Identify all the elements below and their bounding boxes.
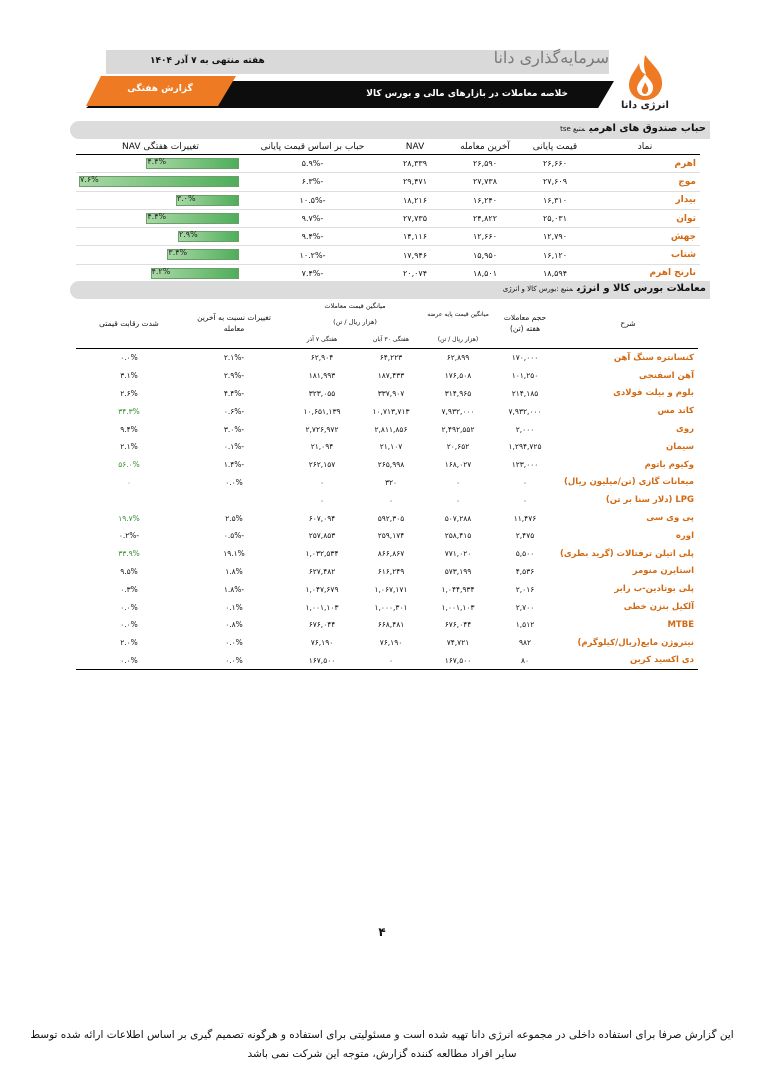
col-nav-change: تغییرات هفتگی NAV [76, 140, 245, 155]
commodity-competition [76, 491, 182, 509]
col-avg-unit: (هزار ریال / تن) [333, 317, 377, 326]
commodity-volume: ۱۷۰,۰۰۰ [511, 353, 539, 363]
fund-nav-change-cell [76, 246, 245, 264]
commodity-competition: ۰.۰% [120, 620, 138, 630]
commodity-row [76, 491, 698, 509]
commodity-row [76, 509, 698, 527]
commodity-volume: ۱۲۳,۰۰۰ [511, 460, 539, 470]
commodity-base-price: ۱۷۶,۵۰۸ [444, 371, 472, 381]
commodity-change: ۰.۰% [225, 477, 243, 487]
commodity-competition: ۱۹.۷% [118, 513, 140, 523]
commodity-row [76, 385, 698, 403]
fund-close: ۲۷,۶۰۹ [520, 173, 590, 191]
fund-close: ۲۵,۰۳۱ [520, 209, 590, 227]
fund-close: ۱۲,۷۹۰ [520, 228, 590, 246]
commodity-name: روی [676, 424, 694, 435]
commodity-table [76, 298, 698, 670]
commodity-avg-prev: ۶۴,۲۲۳ [379, 353, 403, 363]
fund-last: ۲۶,۵۹۰ [450, 155, 520, 173]
commodity-name: MTBE [667, 619, 694, 630]
commodity-volume: ۲,۰۱۶ [515, 584, 535, 594]
commodity-competition: ۰ [126, 477, 132, 487]
fund-last: ۲۴,۸۲۲ [450, 209, 520, 227]
fund-nav-change-cell [76, 173, 245, 191]
fund-symbol: توان [590, 209, 700, 227]
commodity-volume: ۲,۴۷۵ [515, 531, 535, 541]
commodity-row [76, 616, 698, 634]
commodity-change: ۰.۰% [182, 652, 286, 670]
fund-close: ۱۶,۳۱۰ [520, 191, 590, 209]
fund-nav-change-cell [76, 209, 245, 227]
fund-row [76, 228, 700, 246]
commodity-volume: ۷,۹۳۲,۰۰۰ [508, 406, 542, 416]
commodity-avg-prev: ۲,۸۱۱,۸۵۶ [374, 424, 408, 434]
commodity-volume: ۰ [522, 495, 528, 505]
fund-nav: ۱۴,۱۱۶ [380, 228, 450, 246]
fund-nav: ۱۷,۹۴۶ [380, 246, 450, 264]
disclaimer [24, 1026, 740, 1064]
commodity-avg-now: ۱۶۷,۵۰۰ [286, 652, 358, 670]
commodity-name: پی وی سی [646, 513, 694, 524]
logo-text: انرژی دانا [621, 100, 669, 111]
col-volume: حجم معاملات هفته (تن) [492, 298, 558, 349]
commodity-name: نیتروژن مایع(ریال/کیلوگرم) [577, 637, 694, 648]
commodity-volume: ۴,۵۳۶ [515, 566, 535, 576]
commodity-base-price: ۰ [455, 477, 461, 487]
nav-change-label: ۴.۴% [147, 211, 167, 221]
fund-section-title: حباب صندوق های اهرمیمنبع tse [560, 123, 706, 134]
fund-bubble: -۹.۴% [245, 228, 380, 246]
commodity-name: پلی اتیلن ترفتالات (گرید بطری) [559, 548, 694, 559]
disclaimer-line-2: سایر افراد مطالعه کننده گزارش، متوجه این شرکت نمی باشد [247, 1048, 517, 1060]
commodity-row [76, 420, 698, 438]
commodity-name: آهن اسفنجی [638, 370, 694, 381]
commodity-competition: ۲.۶% [120, 388, 138, 398]
col-bubble: حباب بر اساس قیمت پایانی [245, 140, 380, 155]
commodity-avg-prev: ۱,۰۶۷,۱۷۱ [374, 584, 408, 594]
commodity-avg-prev: ۰ [388, 495, 394, 505]
commodity-row [76, 563, 698, 581]
nav-change-label: ۳.۴% [168, 248, 188, 258]
fund-close: ۱۶,۱۲۰ [520, 246, 590, 264]
commodity-change: ۲.۵% [225, 513, 243, 523]
commodity-base-price: ۲۵۸,۴۱۵ [444, 531, 472, 541]
commodity-name: اوره [675, 530, 694, 541]
commodity-avg-now: ۰ [319, 495, 325, 505]
commodity-avg-now: ۱۸۱,۹۹۳ [308, 371, 336, 381]
commodity-avg-now: ۱,۰۳۲,۵۳۴ [305, 549, 339, 559]
commodity-volume: ۸۰ [492, 652, 558, 670]
fund-row [76, 209, 700, 227]
commodity-row [76, 652, 698, 670]
commodity-competition: ۰.۰% [76, 652, 182, 670]
commodity-change: -۱.۸% [223, 584, 245, 594]
fund-table [76, 140, 700, 283]
fund-table-header [76, 140, 700, 155]
fund-nav-change-cell [76, 155, 245, 173]
commodity-change: ۱۹.۱% [223, 549, 245, 559]
commodity-base-price: ۳۱۴,۹۶۵ [444, 388, 472, 398]
commodity-competition: ۹.۵% [120, 566, 138, 576]
commodity-avg-now: ۳۲۳,۰۵۵ [308, 388, 336, 398]
fund-nav: ۱۸,۲۱۶ [380, 191, 450, 209]
fund-symbol: اهرم [590, 155, 700, 173]
fund-symbol: بیدار [590, 191, 700, 209]
commodity-row [76, 580, 698, 598]
commodity-row [76, 527, 698, 545]
commodity-change: -۰.۱% [223, 442, 245, 452]
fund-bubble: -۹.۷% [245, 209, 380, 227]
commodity-volume: ۰ [522, 477, 528, 487]
fund-bubble: -۵.۹% [245, 155, 380, 173]
commodity-competition: ۳.۱% [120, 371, 138, 381]
weekly-report-label: گزارش هفتگی [127, 84, 193, 94]
commodity-base-price: ۲۰,۶۵۲ [446, 442, 470, 452]
commodity-avg-now: ۱,۰۰۱,۱۰۳ [305, 602, 339, 612]
report-subtitle: خلاصه معاملات در بازارهای مالی و بورس کالا [366, 89, 568, 99]
commodity-change: ۰.۸% [225, 620, 243, 630]
col-week-now: هفتگی ۷ آذر [286, 330, 358, 349]
fund-close: ۲۶,۶۶۰ [520, 155, 590, 173]
col-last: آخرین معامله [450, 140, 520, 155]
col-change: تغییرات نسبت به آخرین معامله [182, 298, 286, 349]
commodity-avg-prev: ۲۵۹,۱۷۴ [377, 531, 405, 541]
nav-change-label: ۴.۲% [151, 266, 171, 276]
commodity-avg-prev: ۸۶۶,۸۶۷ [377, 549, 405, 559]
fund-last: ۱۸,۵۰۱ [450, 264, 520, 282]
commodity-base-price: ۱۶۷,۵۰۰ [424, 652, 492, 670]
fund-symbol: نارنج اهرم [590, 264, 700, 282]
commodity-base-price: ۱,۰۰۱,۱۰۳ [441, 602, 475, 612]
commodity-volume: ۱,۵۱۲ [515, 620, 535, 630]
commodity-row [76, 456, 698, 474]
col-base-unit: (هزار ریال / تن) [424, 330, 492, 349]
col-avg-price: میانگین قیمت معاملات [324, 301, 386, 310]
commodity-name: میعانات گازی (تن/میلیون ریال) [564, 477, 694, 488]
commodity-volume: ۱۱,۴۷۶ [513, 513, 537, 523]
commodity-avg-prev: ۶۶۸,۴۸۱ [377, 620, 405, 630]
commodity-competition: ۲.۱% [120, 442, 138, 452]
commodity-avg-prev: ۵۹۲,۳۰۵ [377, 513, 405, 523]
commodity-volume: ۲,۷۰۰ [515, 602, 535, 612]
fund-symbol: جهش [590, 228, 700, 246]
commodity-avg-now: ۱۰,۶۵۱,۱۳۹ [303, 406, 341, 416]
report-week: هفته منتهی به ۷ آذر ۱۴۰۴ [150, 56, 265, 66]
fund-nav-change-cell [76, 191, 245, 209]
commodity-avg-now: ۶۰۷,۰۹۴ [308, 513, 336, 523]
fund-symbol: موج [590, 173, 700, 191]
commodity-change: ۰.۱% [225, 602, 243, 612]
commodity-volume: ۵,۵۰۰ [515, 549, 535, 559]
commodity-base-price: ۶۷۶,۰۴۴ [444, 620, 472, 630]
col-nav: NAV [380, 140, 450, 155]
fund-row [76, 264, 700, 282]
commodity-avg-prev: ۷۶,۱۹۰ [379, 638, 403, 648]
col-base-price: میانگین قیمت پایه عرضه [427, 310, 489, 318]
company-logo [620, 52, 670, 114]
commodity-avg-now: ۲۵۷,۸۵۳ [308, 531, 336, 541]
nav-change-label: ۳.۰% [176, 193, 196, 203]
fund-last: ۱۶,۲۴۰ [450, 191, 520, 209]
nav-change-label: ۴.۴% [147, 157, 167, 166]
commodity-competition: ۲.۰% [120, 638, 138, 648]
col-close: قیمت پایانی [520, 140, 590, 155]
commodity-change: -۳.۰% [223, 424, 245, 434]
fund-bubble: -۱۰.۵% [245, 191, 380, 209]
commodity-base-price: ۱,۰۴۴,۹۳۴ [441, 584, 475, 594]
commodity-volume: ۱۰۱,۲۵۰ [511, 371, 539, 381]
commodity-change: -۴.۴% [223, 388, 245, 398]
commodity-change: ۰.۰% [225, 638, 243, 648]
commodity-name: وکیوم باتوم [644, 459, 694, 470]
fund-row [76, 246, 700, 264]
commodity-row [76, 349, 698, 367]
company-name: سرمایه‌گذاری دانا [493, 48, 609, 67]
commodity-name: بلوم و بیلت فولادی [613, 388, 694, 399]
fund-nav: ۲۷,۷۳۵ [380, 209, 450, 227]
commodity-base-price: ۱۶۸,۰۲۷ [444, 460, 472, 470]
disclaimer-line-1: این گزارش صرفا برای استفاده داخلی در مجموعه انرژی دانا تهیه شده است و مسئولیتی برای استفاده و هرگونه تصمیم گیری بر اساس اطلاعات ارائه شده توسط [30, 1029, 734, 1041]
commodity-name: استایرن منومر [632, 566, 694, 577]
commodity-competition: ۹.۴% [120, 424, 138, 434]
commodity-avg-prev: ۲۱,۱۰۷ [379, 442, 403, 452]
commodity-avg-prev: ۰ [358, 652, 424, 670]
commodity-avg-prev: ۱,۰۰۰,۳۰۱ [374, 602, 408, 612]
fund-last: ۲۷,۷۳۸ [450, 173, 520, 191]
fund-source: منبع tse [560, 125, 586, 133]
commodity-base-price: ۲,۴۹۲,۵۵۲ [441, 424, 475, 434]
commodity-row [76, 634, 698, 652]
commodity-avg-now: ۷۶,۱۹۰ [310, 638, 334, 648]
commodity-avg-now: ۰ [319, 477, 325, 487]
commodity-change: -۰.۵% [223, 531, 245, 541]
commodity-row [76, 474, 698, 492]
commodity-base-price: ۰ [455, 495, 461, 505]
fund-bubble: -۷.۴% [245, 264, 380, 282]
commodity-volume: ۲۱۴,۱۸۵ [511, 388, 539, 398]
commodity-change: -۰.۶% [223, 406, 245, 416]
fund-bubble: -۶.۳% [245, 173, 380, 191]
fund-nav: ۲۰,۰۷۴ [380, 264, 450, 282]
fund-nav: ۲۸,۳۳۹ [380, 155, 450, 173]
commodity-row [76, 438, 698, 456]
commodity-avg-prev: ۱۰,۷۱۳,۷۱۳ [372, 406, 410, 416]
commodity-avg-prev: ۱۸۷,۴۳۳ [377, 371, 405, 381]
commodity-competition: ۰.۰% [120, 353, 138, 363]
col-symbol: نماد [590, 140, 700, 155]
commodity-competition: ۳۳.۹% [118, 549, 140, 559]
fund-row [76, 173, 700, 191]
fund-symbol: شتاب [590, 246, 700, 264]
commodity-row [76, 545, 698, 563]
fund-bubble: -۱۰.۲% [245, 246, 380, 264]
commodity-avg-now: ۶۲۷,۴۸۲ [308, 566, 336, 576]
commodity-competition: ۰.۰% [120, 602, 138, 612]
commodity-avg-prev: ۶۱۶,۲۴۹ [377, 566, 405, 576]
commodity-change: -۲.۹% [223, 371, 245, 381]
col-desc: شرح [558, 298, 698, 349]
page-number: ۴ [378, 925, 386, 939]
commodity-name: پلی بوتادین-ب رابر [614, 584, 694, 595]
commodity-avg-prev: ۳۳۷,۹۰۷ [377, 388, 405, 398]
commodity-name: کاتد مس [657, 406, 694, 417]
commodity-row [76, 367, 698, 385]
nav-change-label: ۷.۶% [80, 175, 99, 185]
commodity-name: کنسانتره سنگ آهن [613, 352, 694, 363]
fund-close: ۱۸,۵۹۴ [520, 264, 590, 282]
commodity-base-price: ۷۷۱,۰۲۰ [444, 549, 472, 559]
commodity-change: ۱.۸% [225, 566, 243, 576]
fund-row [76, 191, 700, 209]
col-week-prev: هفتگی ۳۰ آبان [358, 330, 424, 349]
commodity-change: -۲.۱% [223, 353, 245, 363]
nav-change-label: ۲.۹% [178, 230, 198, 240]
nav-change-bar [79, 176, 239, 187]
commodity-avg-now: ۱,۰۴۷,۶۷۹ [305, 584, 339, 594]
commodity-avg-now: ۶۲,۹۰۴ [310, 353, 334, 363]
commodity-avg-now: ۲۶۲,۱۵۷ [308, 460, 336, 470]
commodity-header-row [76, 298, 698, 314]
commodity-avg-prev: ۲۶۵,۹۹۸ [377, 460, 405, 470]
commodity-section-title: معاملات بورس کالا و انرژیمنبع :بورس کالا و انرژی [502, 283, 706, 294]
commodity-competition: ۰.۳% [120, 584, 138, 594]
commodity-name: دی اکسید کربن [558, 652, 698, 670]
commodity-volume: ۲,۰۰۰ [515, 424, 535, 434]
commodity-source: منبع :بورس کالا و انرژی [502, 285, 573, 293]
commodity-base-price: ۵۰۷,۲۸۸ [444, 513, 472, 523]
commodity-competition: -۰.۲% [118, 531, 140, 541]
commodity-name: سیمان [666, 441, 694, 452]
commodity-competition: ۵۶.۰% [118, 460, 140, 470]
commodity-avg-now: ۲۱,۰۹۴ [310, 442, 334, 452]
commodity-change [182, 491, 286, 509]
commodity-row [76, 402, 698, 420]
fund-row [76, 155, 700, 173]
commodity-change: -۱.۴% [223, 460, 245, 470]
fund-nav-change-cell [76, 228, 245, 246]
commodity-base-price: ۶۲,۸۹۹ [446, 353, 470, 363]
commodity-base-price: ۷,۹۳۲,۰۰۰ [441, 406, 475, 416]
commodity-avg-now: ۲,۷۲۶,۹۷۲ [305, 424, 339, 434]
commodity-name: LPG (دلار سنا بر تن) [605, 495, 694, 506]
fund-last: ۱۵,۹۵۰ [450, 246, 520, 264]
commodity-competition: ۳۴.۳% [118, 406, 140, 416]
commodity-name: آلکیل بنزن خطی [623, 602, 694, 613]
commodity-volume: ۱,۲۹۴,۷۲۵ [508, 442, 542, 452]
fund-last: ۱۲,۶۶۰ [450, 228, 520, 246]
commodity-avg-now: ۶۷۶,۰۴۴ [308, 620, 336, 630]
commodity-base-price: ۵۷۳,۱۹۹ [444, 566, 472, 576]
commodity-volume: ۹۸۲ [518, 638, 532, 648]
col-competition: شدت رقابت قیمتی [76, 298, 182, 349]
commodity-row [76, 598, 698, 616]
commodity-avg-prev: ۳۲۰ [384, 477, 398, 487]
commodity-base-price: ۷۴,۷۲۱ [446, 638, 470, 648]
fund-nav: ۲۹,۴۷۱ [380, 173, 450, 191]
fund-nav-change-cell [76, 264, 245, 282]
